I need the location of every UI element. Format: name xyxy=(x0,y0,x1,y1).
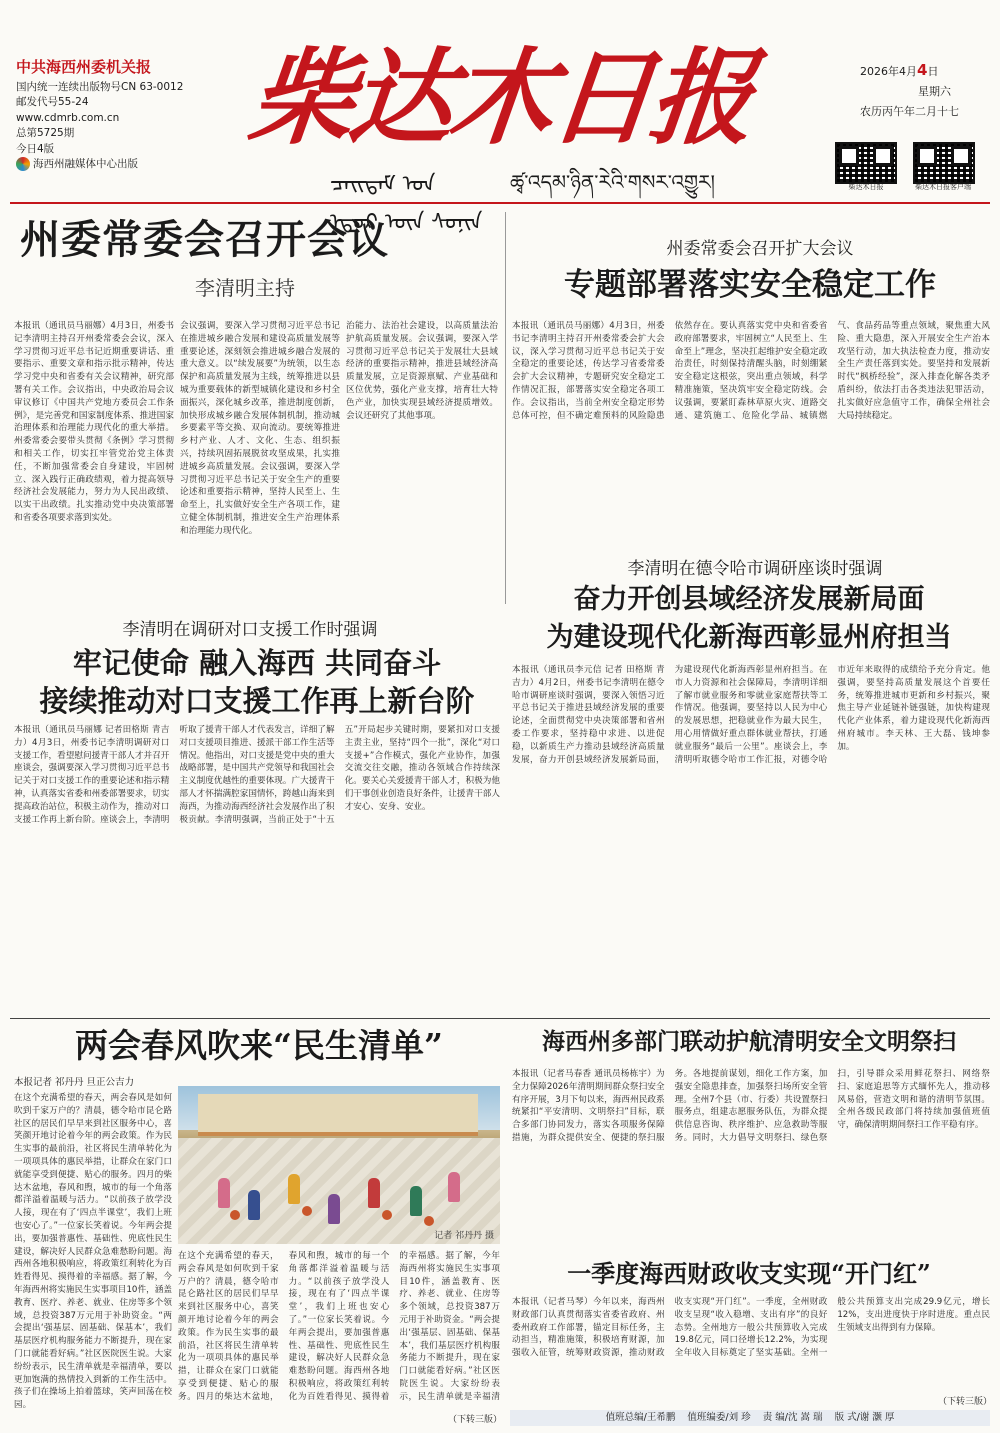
weekday: 星期六 xyxy=(918,85,951,98)
photo-child xyxy=(328,1194,340,1224)
lead-col-1: 本报讯（通讯员马丽娜）4月3日，州委书记李清明主持召开州委常委会会议，深入学习贯彻习近平总书记近期重要讲话、重要指示、重要文章和指示批示精神，传达学习党中央和省委有关会议精神，研究部署有关工作。会议指出，中央政治局会议审议修订《中国共产党地方委员会工作条例》，是完善党和国家制度体系、推进国家治理体系和治理能力现代化的重大举措。州委常委会要带头贯彻《条例》学习贯彻和相关工作，切实扛牢管党治党主体责任，不断加强常委会自身建设，牢固树立、深入践行正确政绩观，着力提高领导经济社会发展能力，努力为人民出政绩、以实干出政绩。扎实推动党中央决策部署和省委各项要求落到实处。 xyxy=(14,321,174,523)
lead-subhead: 李清明主持 xyxy=(195,276,295,300)
pages-today: 今日4版 xyxy=(16,142,55,155)
right-top-body: 本报讯（通讯员马丽娜）4月3日，州委书记李清明主持召开州委常委会扩大会议，深入学习贯彻习近平总书记关于安全稳定的重要论述，传达学习省委常委会扩大会议精神，专题研究安全稳定工作情况汇报，部署落实安全稳定各项工作。会议指出，当前全州安全稳定形势总体可控，但不确定难预料的风险隐患依然存在。要认真落实党中央和省委省政府部署要求，牢固树立“人民至上、生命至上”理念，坚决扛起维护安全稳定政治责任，时刻保持清醒头脑，时刻绷紧安全稳定这根弦，突出重点领域，科学精准施策，坚决筑牢安全稳定防线。会议强调，要紧盯森林草原火灾、道路交通、建筑施工、危险化学品、城镇燃气、食品药品等重点领域，聚焦重大风险、重大隐患，深入开展安全生产治本攻坚行动，加大执法检查力度，推动安全生产责任落到实处。要坚持和发展新时代“枫桥经验”，深入排查化解各类矛盾纠纷，依法打击各类违法犯罪活动，扎实做好应急值守工作，确保全州社会大局持续稳定。 xyxy=(512,321,990,421)
minsheng-byline: 本报记者 祁丹丹 旦正公吉力 xyxy=(14,1077,135,1088)
photo-child xyxy=(248,1190,260,1220)
lead-headline: 州委常委会召开会议 xyxy=(20,216,389,263)
county-headline-2: 为建设现代化新海西彰显州府担当 xyxy=(546,622,952,653)
qingming-body: 本报讯（记者马春香 通讯员杨栋宇）为全力保障2026年清明期间群众祭扫安全有序开展，3月下旬以来，海西州民政系统紧扣“平安清明、文明祭扫”目标，联合多部门协同发力，落实各项服务保障措施，为群众提供安全、便捷的祭扫服务。各地提前谋划，细化工作方案，加强安全隐患排查，加强祭扫场所安全管理。全州7个县（市、行委）共设置祭扫服务点，组建志愿服务队伍，为群众提供信息咨询、秩序维护、应急救助等服务。同时，大力倡导文明祭扫、绿色祭扫，引导群众采用鲜花祭扫、网络祭扫、家庭追思等方式缅怀先人，推动移风易俗，营造文明和谐的清明节氛围。全州各级民政部门将持续加强值班值守，确保清明期间祭扫工作平稳有序。 xyxy=(512,1069,990,1143)
tibetan-title: ཚྭ་འདམ་ཉིན་རེའི་གསར་འགྱུར། xyxy=(510,170,715,194)
postal-code: 邮发代号55-24 xyxy=(16,96,89,108)
issue-date: 2026年4月4日 xyxy=(860,61,939,79)
editor-credits-bar xyxy=(510,1410,990,1426)
masthead-rule xyxy=(10,202,990,204)
cn-number: 国内统一连续出版物号CN 63-0012 xyxy=(16,80,184,93)
support-headline-2: 接续推动对口支援工作再上新台阶 xyxy=(39,684,475,718)
support-headline-1: 牢记使命 融入海西 共同奋斗 xyxy=(72,646,442,680)
photo-building xyxy=(198,1094,478,1136)
publisher-logo-icon xyxy=(16,157,30,171)
county-headline-1: 奋力开创县域经济发展新局面 xyxy=(573,584,925,615)
qr-code-newspaper[interactable] xyxy=(835,142,897,184)
qr-codes xyxy=(835,142,995,190)
right-top-kicker: 州委常委会召开扩大会议 xyxy=(666,239,854,259)
editor-on-duty: 值班总编/王希鹏 xyxy=(605,1412,676,1423)
responsible-editor: 责 编/沈 嵩 瑞 xyxy=(762,1412,823,1423)
county-kicker: 李清明在德令哈市调研座谈时强调 xyxy=(627,559,883,579)
photo-caption: 记者 祁丹丹 摄 xyxy=(434,1231,494,1241)
minsheng-continued[interactable]: （下转三版） xyxy=(448,1415,503,1425)
photo-child xyxy=(410,1186,422,1216)
county-body: 本报讯（通讯员李元信 记者 田格斯 青吉力）4月2日，州委书记李清明在德令哈市调研座谈时强调，要深入领悟习近平总书记关于推进县域经济发展的重要论述，全面贯彻党中央决策部署和省州委工作要求，坚持稳中求进、以进促稳，以新质生产力推动县域经济高质量发展，奋力开创县域经济发展新局面，为建设现代化新海西彰显州府担当。在市人力资源和社会保障局，李清明详细了解市就业服务和零就业家庭帮扶等工作情况。他强调，要坚持以人民为中心的发展思想，把稳就业作为最大民生，用心用情做好重点群体就业帮扶，打通就业服务“最后一公里”。座谈会上，李清明听取德令哈市工作汇报，对德令哈市近年来取得的成绩给予充分肯定。他强调，要坚持高质量发展这个首要任务，统筹推进城市更新和乡村振兴，聚焦主导产业延链补链强链，加快构建现代化产业体系，着力建设现代化新海西州府城市。李天林、王大磊、钱坤参加。 xyxy=(512,665,990,765)
section-rule xyxy=(10,1018,990,1019)
qr-code-app[interactable] xyxy=(913,142,975,184)
lunar-date: 农历丙午年二月十七 xyxy=(860,105,959,118)
website[interactable]: www.cdmrb.com.cn xyxy=(16,111,120,124)
masthead-left-info xyxy=(16,60,216,173)
basketball xyxy=(382,1210,392,1220)
qr1-label: 柴达木日报 xyxy=(848,183,884,191)
masthead-date-block xyxy=(860,60,990,122)
qr2-label: 柴达木日报客户端 xyxy=(915,183,971,191)
photo-child xyxy=(288,1174,300,1204)
basketball xyxy=(302,1206,312,1216)
issue-total: 总第5725期 xyxy=(16,127,75,139)
newspaper-title: 柴达木日报 xyxy=(243,36,757,159)
finance-continued[interactable]: （下转三版） xyxy=(938,1397,993,1407)
finance-body: 本报讯（记者马琴）今年以来，海西州财政部门认真贯彻落实省委省政府、州委州政府工作部署，锚定目标任务，主动担当，精准施策，积极培育财源，加强收入征管，统筹财政资源，推动财政收支实现“开门红”。一季度，全州财政收支呈现“收入稳增、支出有序”的良好态势。全州地方一般公共预算收入完成19.8亿元，同口径增长12.2%，为实现全年收入目标奠定了坚实基础。全州一般公共预算支出完成29.9亿元，增长12%，支出进度快于序时进度。重点民生领域支出得到有力保障。 xyxy=(512,1297,990,1359)
photo-child xyxy=(368,1178,380,1208)
column-divider xyxy=(505,212,506,604)
lead-col-3: 治能力、法治社会建设，以高质量法治护航高质量发展。会议强调，要深入学习贯彻习近平总书记关于发展壮大县域经济的重要指示精神，推进县域经济高质量发展，立足资源禀赋、产业基础和区位优势，强化产业支撑，培育壮大特色产业，加快实现县域经济提质增效。会议还研究了其他事项。 xyxy=(346,321,498,421)
right-top-headline: 专题部署落实安全稳定工作 xyxy=(564,267,936,303)
basketball xyxy=(230,1210,240,1220)
photo-child xyxy=(218,1178,230,1208)
photo-child xyxy=(448,1172,460,1202)
publisher: 海西州融媒体中心出版 xyxy=(16,157,216,173)
minsheng-col-1: 在这个充满希望的春天，两会春风是如何吹到千家万户的？清晨，德令哈市昆仑路社区的居民们早早来到社区服务中心，喜笑颜开地讨论着今年的两会政策。作为民生实事的最前沿，社区将民生清单转化为一项项具体的惠民举措，让群众在家门口就能享受到便捷、贴心的服务。四月的柴达木盆地，春风和煦，城市的每一个角落都洋溢着温暖与活力。“以前孩子放学没人接，现在有了‘四点半课堂’，我们上班也安心了。”一位家长笑着说。今年两会提出，要加强普惠性、基础性、兜底性民生建设，解决好人民群众急难愁盼问题。海西州各地积极响应，将政策红利转化为百姓看得见、摸得着的幸福感。据了解，今年海西州将实施民生实事项目10件，涵盖教育、医疗、养老、就业、住房等多个领域，总投资387万元用于补助资金。“两会提出‘强基层、固基础、保基本’，我们基层医疗机构服务能力不断提升，现在家门口就能看好病。”社区医院医生说。大家纷纷表示，民生清单就是幸福清单，要以更加饱满的热情投入到新的工作生活中。孩子们在操场上拍着篮球，笑声回荡在校园。 xyxy=(14,1093,172,1411)
party-org-label: 中共海西州委机关报 xyxy=(16,58,152,76)
mongolian-title: ᠴᠠᠢᠳᠠᠮ ᠤᠨ ᠡᠳᠦᠷ ᠦᠨ ᠰᠣᠨᠢᠨ xyxy=(330,172,483,235)
minsheng-col-2: 在这个充满希望的春天，两会春风是如何吹到千家万户的？清晨，德令哈市昆仑路社区的居民们早早来到社区服务中心，喜笑颜开地讨论着今年的两会政策。作为民生实事的最前沿，社区将民生清单转化为一项项具体的惠民举措，让群众在家门口就能享受到便捷、贴心的服务。四月的柴达木盆地，春风和煦，城市的每一个角落都洋溢着温暖与活力。“以前孩子放学没人接，现在有了‘四点半课堂’，我们上班也安心了。”一位家长笑着说。今年两会提出，要加强普惠性、基础性、兜底性民生建设，解决好人民群众急难愁盼问题。海西州各地积极响应，将政策红利转化为百姓看得见、摸得着的幸福感。据了解，今年海西州将实施民生实事项目10件，涵盖教育、医疗、养老、就业、住房等多个领域，总投资387万元用于补助资金。“两会提出‘强基层、固基础、保基本’，我们基层医疗机构服务能力不断提升，现在家门口就能看好病。”社区医院医生说。大家纷纷表示，民生清单就是幸福清 xyxy=(178,1251,500,1402)
support-kicker: 李清明在调研对口支援工作时强调 xyxy=(122,620,378,640)
qingming-headline: 海西州多部门联动护航清明安全文明祭扫 xyxy=(542,1028,956,1055)
support-body: 本报讯（通讯员马丽娜 记者田格斯 青吉力）4月3日，州委书记李清明调研对口支援工作，看望慰问援青干部人才并召开座谈会，强调要深入学习贯彻习近平总书记关于对口支援工作的重要论述和指示精神，认真落实省委和州委部署要求，切实提高政治站位，积极主动作为，推动对口支援工作再上新台阶。座谈会上，李清明听取了援青干部人才代表发言，详细了解对口支援项目推进、援派干部工作生活等情况。他指出，对口支援是党中央的重大战略部署，是中国共产党领导和我国社会主义制度优越性的重要体现。广大援青干部人才怀揣满腔家国情怀，跨越山海来到海西，为推动海西经济社会发展作出了积极贡献。李清明强调，当前正处于“十五五”开局起步关键时期，要紧扣对口支援主责主业，坚持“四个一批”，深化“对口支援+”合作模式，强化产业协作，加强交流交往交融，推动各领域合作持续深化。要关心关爱援青干部人才，积极为他们干事创业创造良好条件，让援青干部人才安心、安身、安业。 xyxy=(14,725,500,825)
playground-photo xyxy=(178,1086,500,1244)
layout-editor: 版 式/谢 灏 厚 xyxy=(834,1412,895,1423)
minsheng-headline: 两会春风吹来“民生清单” xyxy=(75,1026,443,1065)
editorial-board: 值班编委/刘 珍 xyxy=(687,1412,751,1423)
basketball xyxy=(424,1216,434,1226)
lead-col-2: 会议强调，要深入学习贯彻习近平总书记在推进城乡融合发展和建设高质量发展等重要论述，深刻领会推进城乡融合发展的重大意义。以“续发展要”为统领，以生态保护和高质量发展为主线，统筹推进以县城为重要载体的新型城镇化建设和乡村全面振兴，深化城乡改革，推进制度创新，加快形成城乡融合发展体制机制，推动城乡要素平等交换、双向流动。要统筹推进乡村产业、人才、文化、生态、组织振兴，持续巩固拓展脱贫攻坚成果，扎实推进城乡高质量发展。会议强调，要深入学习贯彻习近平总书记关于安全生产的重要论述和重要指示精神，坚持人民至上、生命至上，扎实做好安全生产各项工作，建立健全体制机制，推进安全生产治理体系和治理能力现代化。 xyxy=(180,321,340,536)
finance-headline: 一季度海西财政收支实现“开门红” xyxy=(567,1259,931,1288)
